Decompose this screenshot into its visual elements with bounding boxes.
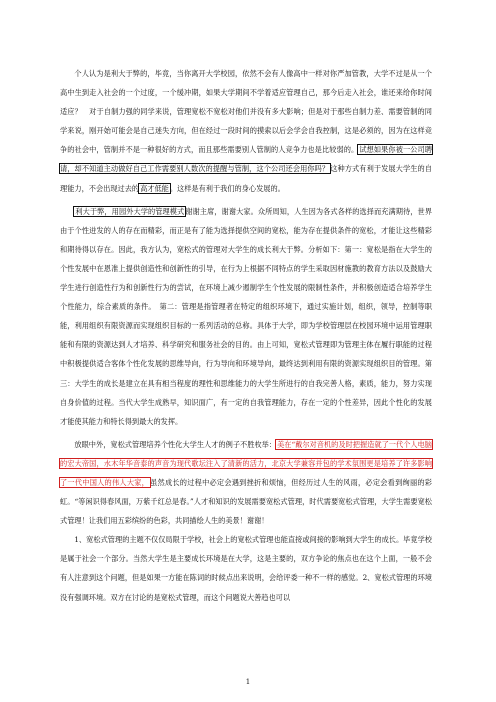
page-number: 1 [245, 678, 251, 686]
paragraph-4 [60, 530, 432, 606]
paragraph-1-text-c: 。这样是有利于我们的身心发展的。 [169, 183, 285, 193]
red-boxed-examples: 美在“戴尔对音机的及时把握造就了一代个人电脑的宏大帝国，水木年华音泰的声音为现代歌坛注入了清新的活力，北京大学兼容并包的学术氛围更是培养了许多影响了一代中国人的伟人大家， [60, 439, 432, 487]
paragraph-1-text-a: 个人认为是利大于弊的，毕竟，当你离开大学校园，依然不会有人像高中一样对你严加管教，大学不过是从一个高中生到走入社会的一个过度，一个缓冲期，如果大学期间不学着适应管理自己，那今后走入社会，谁还来给你时间适应？ 对于自制力强的同学来说，管理宽松不宽松对他们并没有多大影响；但是对于那些自制力差、需要管制的同学来说，刚开始可能会是自己迷失方向，但在经过一段时间的摸索以后会学会自我控制，这是必须的，因为在这样竞争的社会中，管制并不是一种很好的方式，而且那些需要别人管制的人竞争力也是比较弱的。 [60, 69, 432, 155]
boxed-term: 高才低能 [140, 183, 169, 193]
boxed-quote: 试想如果你被一公司聘请，却不知道主动做好自己工作需要别人数次的提醒与管制，这个公司还会用你吗？ [60, 145, 432, 174]
paragraph-3-text-a: 放眼中外，宽松式管理培养个性化大学生人才的例子不胜枚举： [74, 439, 277, 449]
paragraph-1 [60, 64, 432, 198]
paragraph-3 [60, 435, 432, 530]
body-text [60, 64, 432, 607]
paragraph-2 [60, 202, 432, 431]
paragraph-4-text: 1、宽松式管理的主题不仅仅局限于学校，社会上的宽松式管理也能直接或间接的影响到大学生的成长。毕竟学校是属于社会一个部分。当然大学生是主要成长环境是在大学，这是主要的，双方争论的焦点也在这个上面，一般不会有人注意到这个问题，但是如果一方能在陈词的时候点出来说明，会给评委一种不一样的感觉。2、宽松式管理的环境没有强调环境。双方在讨论的是宽松式管理，而这个问题说大善趋也可以 [60, 535, 432, 602]
boxed-heading: 利大于弊，用园外大学的管理模式 [75, 206, 185, 216]
paragraph-1-text-b: 这种方式有利于发展大学生的自理能力，不会出现过去的 [60, 164, 432, 193]
paragraph-2-text: 谢谢主席，谢谢大家。众所周知，人生因为各式各样的选择而充满期待，世界由于个性迸发的人的存在而精彩，而正是有了能为选择提供空间的宽松，能为存在提供条件的宽松，才能让这些精彩和期待得以存在。因此，我方认为，宽松式的管理对大学生的成长利大于弊。分析如下：第一：宽松是指在大学生的个性发展中在恩准上提供创造性和创新性的引导，在行为上根据不同特点的学生采取因材施教的教育方法以及鼓励大学生进行创造性行为和创新性行为的尝试，在环境上减少遏制学生个性发展的限制性条件，并积极创造适合培养学生个性能力，综合素质的条件。 第二：管理是指管理者在特定的组织环境下，通过实施计划，组织，领导，控制等职能，利用组织有限资源而实现组织目标的一系列活动的总称。具体于大学，即为学校管理层在校园环境中运用管理职能和有限的资源达到人才培养、科学研究和服务社会的目的。由上可知，宽松式管理即为管理主体在履行职能的过程中积极提供适合客体个性化发展的思维导向，行为导向和环境导向，最终达到利用有限的资源实现组织目的管理。第三：大学生的成长是建立在具有相当程度的理性和思维能力的大学生所进行的自我完善人格，素质，能力，努力实现自身价值的过程。当代大学生成熟早，知识面广，有一定的自我管理能力，存在一定的个性差异，因此个性化的发展才能使其能力和特长得到最大的发挥。 [60, 206, 432, 426]
paragraph-3-text-b: 虽然成长的过程中必定会遇到挫折和烦恼，但经历过人生的风雨，必定会看到绚丽的彩虹。“等闲识得春风面，万紫千红总是春。”人才和知识的发展需要宽松式管理，时代需要宽松式管理，大学生需要宽松式管理！让我们用五彩缤纷的色彩，共同描绘人生的美景！谢谢！ [60, 477, 432, 526]
